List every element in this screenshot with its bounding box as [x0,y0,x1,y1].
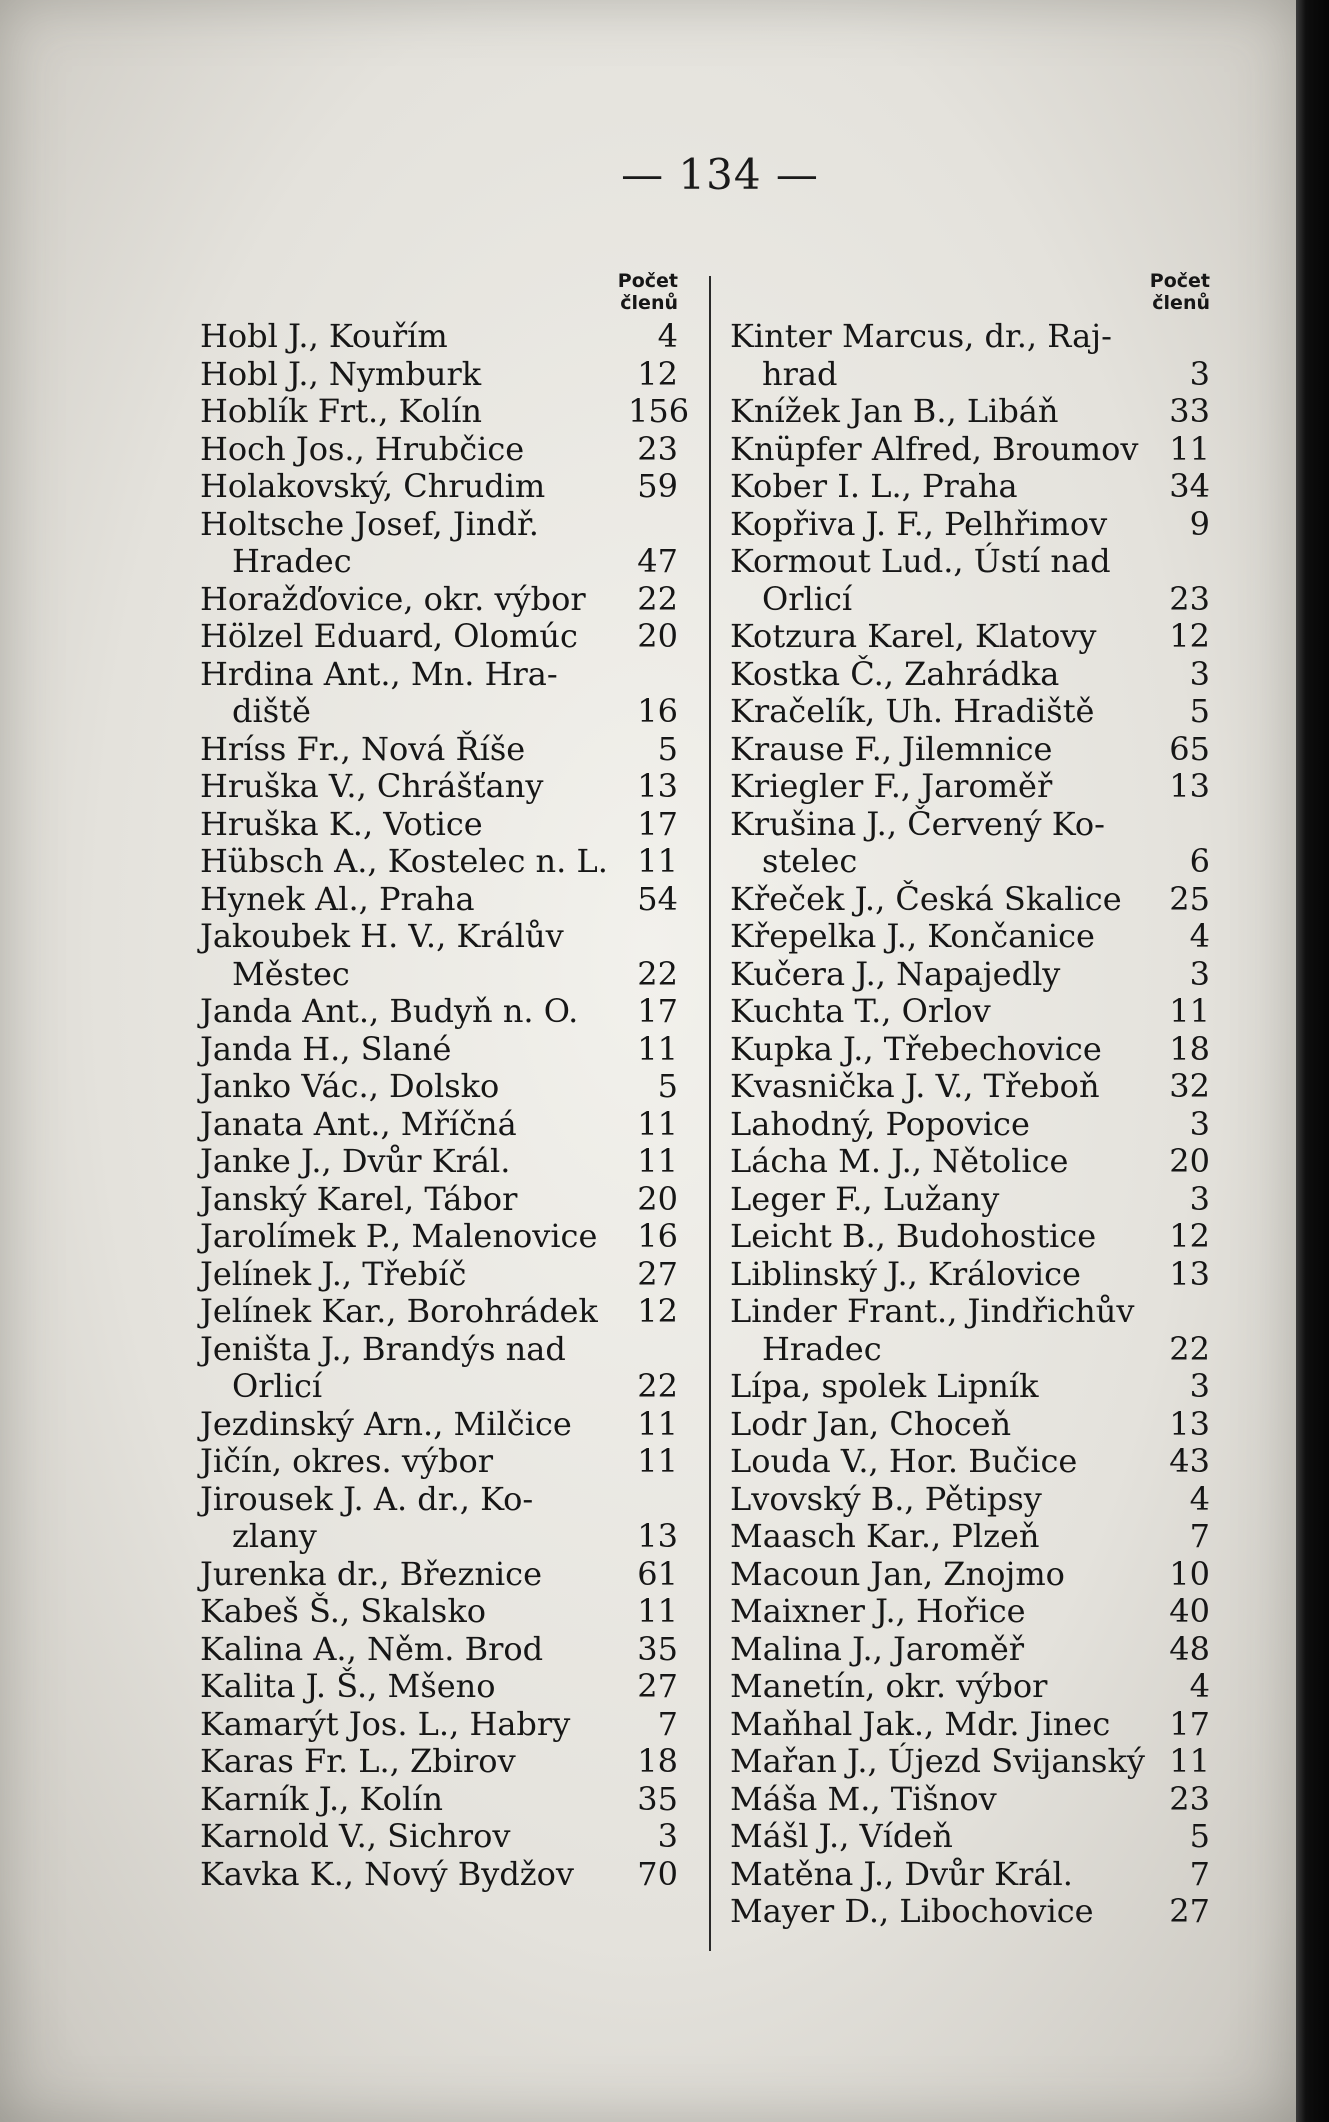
column-header-line-2: členů [1152,292,1210,314]
member-entry [200,881,678,919]
entry-member-count: 5 [1189,692,1210,730]
entry-member-count: 11 [1169,1742,1210,1780]
member-entry [200,1106,678,1144]
entry-name: Krušina J., Červený Ko- [730,804,1105,843]
entry-member-count: 12 [637,1292,678,1330]
entry-name: Kostka Č., Zahrádka [730,654,1060,693]
member-entry [730,1593,1210,1631]
member-entry [730,468,1210,506]
entry-name: Karas Fr. L., Zbirov [200,1742,516,1780]
member-entry [730,1293,1210,1368]
member-entry [200,1068,678,1106]
member-entry [730,1143,1210,1181]
right-column [730,270,1210,1931]
entry-member-count: 33 [1169,392,1210,430]
entry-name-continuation: Orlicí [762,579,853,618]
entry-member-count: 17 [637,804,678,843]
member-entry [200,356,678,394]
entry-name: Mayer D., Libochovice [730,1892,1094,1930]
entry-name: Janda Ant., Budyň n. O. [200,992,579,1030]
entry-name: Jičín, okres. výbor [200,1442,494,1480]
entry-name: Lvovský B., Pětipsy [730,1479,1042,1518]
entry-name: Karník J., Kolín [200,1779,443,1818]
entry-name: Kober I. L., Praha [730,467,1018,505]
entry-member-count: 3 [1189,1104,1210,1143]
member-entry [200,1443,678,1481]
entry-member-count: 11 [637,1029,678,1068]
entry-member-count: 11 [637,1104,678,1143]
entry-name: Kalita J. Š., Mšeno [200,1667,496,1705]
entry-member-count: 34 [1169,467,1210,505]
entry-name: Hynek Al., Praha [200,879,475,918]
entry-name: Jurenka dr., Březnice [200,1554,543,1593]
entry-name: Hruška K., Votice [200,804,483,843]
entry-name: Leicht B., Budohostice [730,1217,1097,1255]
entry-member-count: 3 [1189,1367,1210,1405]
entry-spacer [1160,543,1210,581]
member-entry [730,1856,1210,1894]
entry-member-count: 22 [637,954,678,993]
member-entry [200,1218,678,1256]
left-column-header [200,270,678,318]
entry-member-count: 11 [637,1442,678,1480]
member-entry [730,731,1210,769]
member-entry [730,1743,1210,1781]
entry-member-count: 17 [637,992,678,1030]
entry-spacer [628,1481,678,1519]
member-entry [200,993,678,1031]
member-entry [730,806,1210,881]
entry-member-count: 18 [1169,1029,1210,1068]
entry-member-count: 5 [657,729,678,768]
column-header-line-2: členů [620,292,678,314]
entry-name: Hölzel Eduard, Olomúc [200,617,578,655]
entry-name: Kvasnička J. V., Třeboň [730,1067,1100,1105]
entry-name: Louda V., Hor. Bučice [730,1442,1078,1480]
member-entry [730,318,1210,393]
entry-member-count: 7 [1189,1854,1210,1893]
member-entry [730,1556,1210,1594]
member-entry [200,431,678,469]
entry-name: Lahodný, Popovice [730,1104,1030,1143]
member-entry [730,1406,1210,1444]
member-entry [200,1481,678,1556]
entry-name: Kamarýt Jos. L., Habry [200,1704,571,1743]
entry-member-count: 11 [637,842,678,880]
entry-spacer [1160,318,1210,356]
entry-member-count: 11 [637,1142,678,1180]
entry-name-continuation: zlany [232,1517,317,1555]
entry-spacer [1160,806,1210,844]
entry-name: Hruška V., Chrášťany [200,767,544,805]
entry-name-continuation: Hradec [762,1329,882,1368]
entry-member-count: 3 [1189,654,1210,693]
entry-spacer [628,918,678,956]
entry-name: Kalina A., Něm. Brod [200,1629,544,1668]
member-entry [200,1856,678,1894]
entry-name-continuation: stelec [762,842,858,880]
member-entry [730,431,1210,469]
entry-member-count: 17 [1169,1704,1210,1743]
entry-member-count: 5 [657,1067,678,1105]
entry-member-count: 4 [1189,917,1210,955]
entry-name: Hrdina Ant., Mn. Hra- [200,654,558,693]
member-entry [200,1668,678,1706]
entry-name: Jezdinský Arn., Milčice [200,1404,572,1443]
column-divider [709,276,711,1951]
entry-member-count: 13 [637,1517,678,1555]
entry-name: Jirousek J. A. dr., Ko- [200,1479,534,1518]
entry-name: Kriegler F., Jaroměř [730,767,1053,805]
entry-name: Kopřiva J. F., Pelhřimov [730,504,1108,543]
member-entry [730,618,1210,656]
entry-name: Lácha M. J., Nětolice [730,1142,1069,1180]
entry-name: Jelínek Kar., Borohrádek [200,1292,598,1330]
entry-spacer [628,656,678,694]
entry-name: Křeček J., Česká Skalice [730,879,1122,918]
entry-member-count: 13 [1169,767,1210,805]
entry-member-count: 65 [1169,729,1210,768]
entry-member-count: 13 [1169,1404,1210,1443]
member-entry [200,1706,678,1744]
entry-name: Hobl J., Kouřím [200,317,448,355]
member-entry [200,1781,678,1819]
entry-name: Knížek Jan B., Libáň [730,392,1059,430]
entry-name: Janata Ant., Mříčná [200,1104,517,1143]
entry-name-continuation: Městec [232,954,350,993]
left-column [200,270,690,1893]
entry-name: Jakoubek H. V., Králův [200,917,564,955]
entry-name: Janke J., Dvůr Král. [200,1142,511,1180]
member-entry [200,1406,678,1444]
entry-member-count: 4 [1189,1479,1210,1518]
page-number: — 134 — [621,150,819,199]
entry-member-count: 35 [637,1629,678,1668]
entry-member-count: 6 [1189,842,1210,880]
member-entry [200,1031,678,1069]
entry-name: Jeništa J., Brandýs nad [200,1329,566,1368]
entry-member-count: 20 [1169,1142,1210,1180]
entry-member-count: 20 [637,617,678,655]
member-entry [200,656,678,731]
entry-name: Kabeš Š., Skalsko [200,1592,486,1630]
member-entry [200,618,678,656]
entry-member-count: 13 [637,767,678,805]
entry-member-count: 23 [1169,1779,1210,1818]
member-entry [200,1556,678,1594]
member-entry [730,1631,1210,1669]
member-entry [200,1256,678,1294]
member-entry [200,768,678,806]
member-entry [200,731,678,769]
entry-name: Hoblík Frt., Kolín [200,392,482,430]
member-entry [730,1781,1210,1819]
entry-name: Kotzura Karel, Klatovy [730,617,1097,655]
entry-name: Kupka J., Třebechovice [730,1029,1102,1068]
entry-member-count: 23 [637,429,678,468]
entry-name: Matěna J., Dvůr Král. [730,1854,1073,1893]
member-entry [730,1218,1210,1256]
entry-member-count: 40 [1169,1592,1210,1630]
entry-spacer [628,1331,678,1369]
entry-name: Knüpfer Alfred, Broumov [730,429,1139,468]
entry-name: Janský Karel, Tábor [200,1179,518,1218]
member-entry [200,1181,678,1219]
entry-name: Horažďovice, okr. výbor [200,579,586,618]
member-entry [200,1293,678,1331]
member-entry [200,1743,678,1781]
entry-name: Lodr Jan, Choceň [730,1404,1012,1443]
entry-name-continuation: hrad [762,354,838,393]
right-entry-list [730,318,1210,1931]
entry-member-count: 20 [637,1179,678,1218]
member-entry [730,881,1210,919]
entry-name-continuation: Orlicí [232,1367,323,1405]
member-entry [200,468,678,506]
entry-name: Krause F., Jilemnice [730,729,1053,768]
entry-spacer [1160,1293,1210,1331]
entry-member-count: 35 [637,1779,678,1818]
entry-member-count: 27 [1169,1892,1210,1930]
entry-member-count: 11 [637,1592,678,1630]
entry-name: Maixner J., Hořice [730,1592,1026,1630]
entry-member-count: 11 [1169,992,1210,1030]
entry-name: Leger F., Lužany [730,1179,1000,1218]
entry-name: Maasch Kar., Plzeň [730,1517,1040,1555]
entry-name: Karnold V., Sichrov [200,1817,511,1855]
entry-member-count: 16 [637,692,678,730]
member-entry [730,918,1210,956]
entry-name: Máša M., Tišnov [730,1779,997,1818]
entry-name: Kinter Marcus, dr., Raj- [730,317,1112,355]
entry-name: Malina J., Jaroměř [730,1629,1025,1668]
entry-name-continuation: diště [232,692,311,730]
member-entry [730,506,1210,544]
entry-name: Holtsche Josef, Jindř. [200,504,539,543]
member-entry [730,543,1210,618]
entry-member-count: 13 [1169,1254,1210,1293]
entry-name: Manetín, okr. výbor [730,1667,1048,1705]
entry-member-count: 18 [637,1742,678,1780]
member-entry [730,768,1210,806]
entry-member-count: 59 [637,467,678,505]
member-entry [730,1368,1210,1406]
page-edge-shadow [1296,0,1329,2122]
entry-member-count: 61 [637,1554,678,1593]
entry-name: Kučera J., Napajedly [730,954,1061,993]
entry-member-count: 3 [1189,954,1210,993]
entry-name: Jarolímek P., Malenovice [200,1217,598,1255]
member-entry [730,1106,1210,1144]
member-entry [730,1181,1210,1219]
entry-name: Janko Vác., Dolsko [200,1067,500,1105]
member-entry [200,506,678,581]
entry-name: Hoch Jos., Hrubčice [200,429,525,468]
right-column-header [730,270,1210,318]
entry-member-count: 12 [637,354,678,393]
member-entry [200,918,678,993]
entry-member-count: 22 [637,579,678,618]
member-entry [730,1256,1210,1294]
entry-spacer [628,506,678,544]
entry-name: Kormout Lud., Ústí nad [730,542,1111,580]
entry-member-count: 32 [1169,1067,1210,1105]
entry-member-count: 5 [1189,1817,1210,1855]
member-entry [730,1818,1210,1856]
entry-member-count: 12 [1169,1217,1210,1255]
member-entry [730,656,1210,694]
left-entry-list [200,317,690,1893]
entry-member-count: 47 [637,542,678,580]
member-entry [200,1143,678,1181]
entry-name-continuation: Hradec [232,542,352,580]
member-entry [730,956,1210,994]
entry-member-count: 16 [637,1217,678,1255]
column-header-line-1: Počet [617,270,678,292]
entry-member-count: 11 [637,1404,678,1443]
entry-name: Mášl J., Vídeň [730,1817,953,1855]
entry-member-count: 43 [1169,1442,1210,1480]
member-entry [730,1893,1210,1931]
entry-name: Liblinský J., Královice [730,1254,1081,1293]
entry-member-count: 12 [1169,617,1210,655]
entry-name: Mařan J., Újezd Svijanský [730,1742,1145,1780]
member-entry [730,1668,1210,1706]
entry-member-count: 4 [1189,1667,1210,1705]
entry-member-count: 27 [637,1254,678,1293]
entry-name: Linder Frant., Jindřichův [730,1292,1135,1330]
entry-member-count: 22 [1169,1329,1210,1368]
entry-member-count: 3 [1189,354,1210,393]
entry-member-count: 54 [637,879,678,918]
entry-name: Lípa, spolek Lipník [730,1367,1039,1405]
member-entry [200,843,678,881]
entry-member-count: 11 [1169,429,1210,468]
entry-member-count: 48 [1169,1629,1210,1668]
entry-member-count: 23 [1169,579,1210,618]
entry-member-count: 22 [637,1367,678,1405]
entry-member-count: 70 [637,1854,678,1893]
entry-member-count: 27 [637,1667,678,1705]
entry-name: Macoun Jan, Znojmo [730,1554,1065,1593]
entry-name: Holakovský, Chrudim [200,467,546,505]
entry-member-count: 3 [1189,1179,1210,1218]
member-entry [730,1706,1210,1744]
entry-name: Křepelka J., Končanice [730,917,1095,955]
entry-name: Kračelík, Uh. Hradiště [730,692,1095,730]
entry-name: Kavka K., Nový Bydžov [200,1854,574,1893]
entry-member-count: 3 [657,1817,678,1855]
member-entry [200,1593,678,1631]
member-entry [730,1481,1210,1519]
entry-name: Jelínek J., Třebíč [200,1254,467,1293]
entry-name: Hobl J., Nymburk [200,354,482,393]
member-entry [730,393,1210,431]
entry-name: Hübsch A., Kostelec n. L. [200,842,608,880]
entry-member-count: 25 [1169,879,1210,918]
member-entry [730,993,1210,1031]
member-entry [200,1631,678,1669]
member-entry [200,581,678,619]
member-entry [730,1518,1210,1556]
member-entry [200,1331,678,1406]
member-entry [730,693,1210,731]
entry-member-count: 9 [1189,504,1210,543]
entry-name: Kuchta T., Orlov [730,992,991,1030]
member-entry [200,392,690,431]
entry-member-count: 10 [1169,1554,1210,1593]
entry-name: Janda H., Slané [200,1029,452,1068]
member-entry [730,1031,1210,1069]
member-entry [200,806,678,844]
entry-member-count: 7 [657,1704,678,1743]
member-entry [730,1443,1210,1481]
member-entry [200,1818,678,1856]
member-entry [730,1068,1210,1106]
entry-member-count: 156 [628,392,690,430]
entry-name: Hríss Fr., Nová Říše [200,729,526,768]
entry-member-count: 4 [657,317,678,355]
column-header-line-1: Počet [1149,270,1210,292]
entry-member-count: 7 [1189,1517,1210,1555]
member-entry [200,318,678,356]
entry-name: Maňhal Jak., Mdr. Jinec [730,1704,1111,1743]
